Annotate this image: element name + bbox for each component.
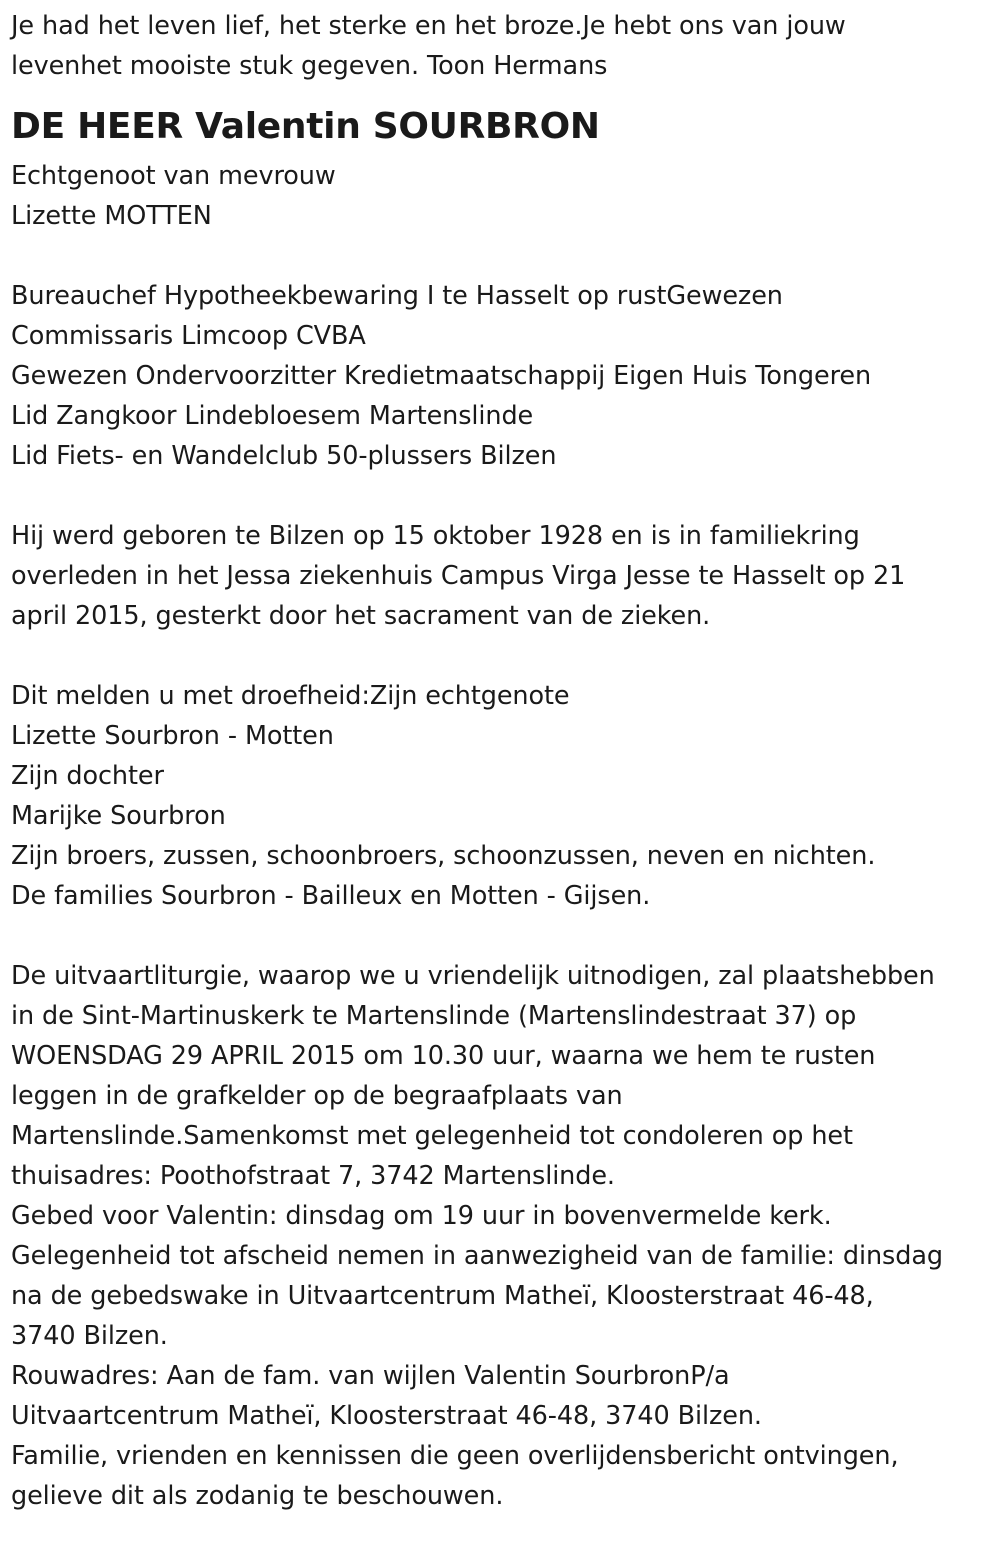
ceremony-line: Martenslinde.Samenkomst met gelegenheid tot condoleren op het (11, 1121, 853, 1151)
family-line: Lizette Sourbron - Motten (11, 721, 334, 751)
function-line: Commissaris Limcoop CVBA (11, 321, 366, 351)
ceremony-line: 3740 Bilzen. (11, 1321, 168, 1351)
ceremony-line: Gebed voor Valentin: dinsdag om 19 uur in bovenvermelde kerk. (11, 1201, 832, 1231)
birth-death-section (11, 516, 991, 636)
spouse-section (11, 156, 991, 236)
ceremony-line: WOENSDAG 29 APRIL 2015 om 10.30 uur, waarna we hem te rusten (11, 1041, 876, 1071)
family-line: Marijke Sourbron (11, 801, 226, 831)
function-line: Gewezen Ondervoorzitter Kredietmaatschappij Eigen Huis Tongeren (11, 361, 872, 391)
family-section (11, 676, 991, 916)
paragraph-spacer (11, 236, 991, 276)
paragraph-spacer (11, 476, 991, 516)
ceremony-line: Familie, vrienden en kennissen die geen overlijdensbericht ontvingen, (11, 1441, 899, 1471)
ceremony-line: in de Sint-Martinuskerk te Martenslinde (Martenslindestraat 37) op (11, 1001, 857, 1031)
ceremony-line: Rouwadres: Aan de fam. van wijlen Valentin SourbronP/a (11, 1361, 730, 1391)
ceremony-line: thuisadres: Poothofstraat 7, 3742 Martenslinde. (11, 1161, 615, 1191)
opening-quote (11, 6, 991, 86)
family-line: Zijn dochter (11, 761, 164, 791)
ceremony-line: gelieve dit als zodanig te beschouwen. (11, 1481, 504, 1511)
family-line: De families Sourbron - Bailleux en Motten - Gijsen. (11, 881, 651, 911)
deceased-name-title: DE HEER Valentin SOURBRON (11, 106, 600, 147)
ceremony-line: Gelegenheid tot afscheid nemen in aanwezigheid van de familie: dinsdag (11, 1241, 943, 1271)
ceremony-line: Uitvaartcentrum Matheï, Kloosterstraat 46-48, 3740 Bilzen. (11, 1401, 762, 1431)
functions-section (11, 276, 991, 476)
family-line: Zijn broers, zussen, schoonbroers, schoonzussen, neven en nichten. (11, 841, 876, 871)
ceremony-section (11, 956, 991, 1516)
birth-death-line: april 2015, gesterkt door het sacrament van de zieken. (11, 601, 711, 631)
spouse-line: Lizette MOTTEN (11, 201, 212, 231)
paragraph-spacer (11, 636, 991, 676)
family-line: Dit melden u met droefheid:Zijn echtgenote (11, 681, 570, 711)
quote-line: Je had het leven lief, het sterke en het broze.Je hebt ons van jouw (11, 11, 846, 41)
ceremony-line: De uitvaartliturgie, waarop we u vriendelijk uitnodigen, zal plaatshebben (11, 961, 935, 991)
birth-death-line: overleden in het Jessa ziekenhuis Campus Virga Jesse te Hasselt op 21 (11, 561, 906, 591)
quote-line: levenhet mooiste stuk gegeven. Toon Hermans (11, 51, 608, 81)
function-line: Bureauchef Hypotheekbewaring I te Hasselt op rustGewezen (11, 281, 783, 311)
obituary-notice (11, 6, 991, 1516)
ceremony-line: na de gebedswake in Uitvaartcentrum Matheï, Kloosterstraat 46-48, (11, 1281, 874, 1311)
paragraph-spacer (11, 916, 991, 956)
function-line: Lid Zangkoor Lindebloesem Martenslinde (11, 401, 534, 431)
birth-death-line: Hij werd geboren te Bilzen op 15 oktober 1928 en is in familiekring (11, 521, 860, 551)
ceremony-line: leggen in de grafkelder op de begraafplaats van (11, 1081, 623, 1111)
function-line: Lid Fiets- en Wandelclub 50-plussers Bilzen (11, 441, 557, 471)
spouse-line: Echtgenoot van mevrouw (11, 161, 336, 191)
